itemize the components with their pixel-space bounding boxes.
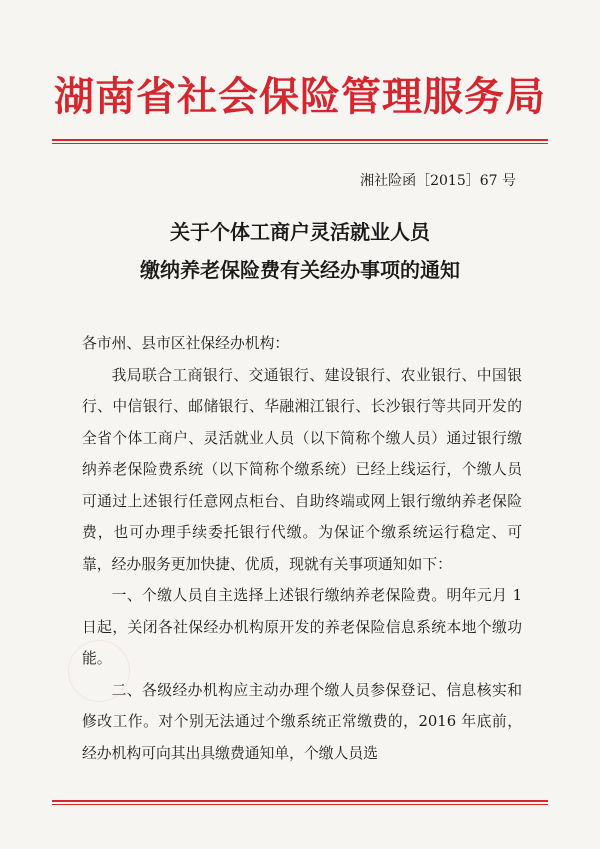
document-body bbox=[82, 328, 522, 769]
paragraph-intro: 我局联合工商银行、交通银行、建设银行、农业银行、中国银行、中信银行、邮储银行、华融湘江银行、长沙银行等共同开发的全省个体工商户、灵活就业人员（以下简称个缴人员）通过银行缴纳养老保险费系统（以下简称个缴系统）已经上线运行，个缴人员可通过上述银行任意网点柜台、自助终端或网上银行缴纳养老保险费，也可办理手续委托银行代缴。为保证个缴系统运行稳定、可靠，经办服务更加快捷、优质，现就有关事项通知如下： bbox=[82, 366, 522, 573]
footer-rule-thin bbox=[52, 804, 548, 805]
notice-title-line-1: 关于个体工商户灵活就业人员 bbox=[170, 220, 430, 244]
notice-title-line-2: 缴纳养老保险费有关经办事项的通知 bbox=[140, 258, 460, 282]
document-number: 湘社险函［2015］67 号 bbox=[360, 173, 516, 189]
salutation: 各市州、县市区社保经办机构： bbox=[82, 335, 290, 352]
header-rule-thin bbox=[52, 143, 548, 144]
agency-header: 湖南省社会保险管理服务局 bbox=[54, 73, 546, 120]
paragraph-item-1: 一、个缴人员自主选择上述银行缴纳养老保险费。明年元月 1 日起，关闭各社保经办机构原开发的养老保险信息系统本地个缴功能。 bbox=[82, 587, 522, 667]
paragraph-item-2: 二、各级经办机构应主动办理个缴人员参保登记、信息核实和修改工作。对个别无法通过个缴系统正常缴费的，2016 年底前，经办机构可向其出具缴费通知单，个缴人员选 bbox=[82, 681, 522, 762]
footer-rule-thick bbox=[52, 800, 548, 802]
header-rule-thick bbox=[52, 139, 548, 141]
